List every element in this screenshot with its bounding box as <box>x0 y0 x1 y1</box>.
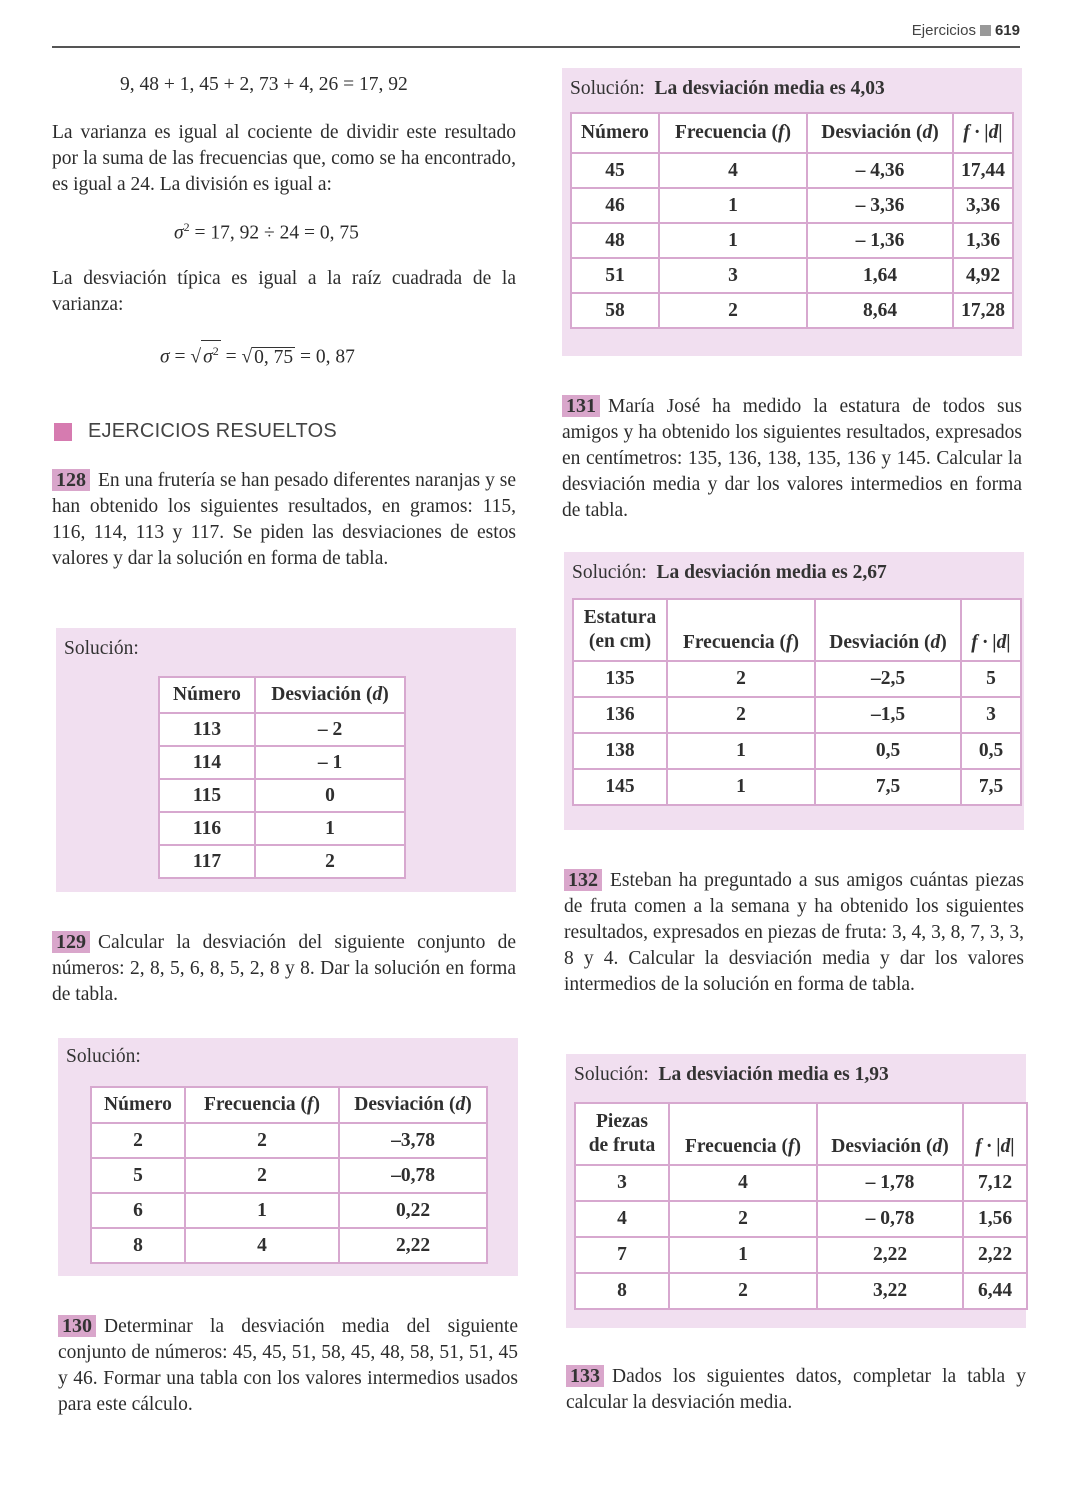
col-frecuencia <box>185 1087 339 1123</box>
cell: 4 <box>185 1228 339 1263</box>
cell: 2 <box>669 1273 817 1309</box>
cell: 1 <box>667 769 815 805</box>
table-row <box>573 697 1021 733</box>
cell: – 2 <box>255 713 405 746</box>
exercise-129-text: Calcular la desviación del siguiente conjunto de números: 2, 8, 5, 6, 8, 5, 2, 8 y 8. Dar la solución en forma de tabla. <box>52 932 516 1005</box>
cell: – 1,78 <box>817 1165 963 1201</box>
solution-label-130 <box>570 78 885 100</box>
cell: 1 <box>669 1237 817 1273</box>
table-row <box>91 1193 487 1228</box>
exercise-131 <box>562 394 1022 524</box>
cell: – 0,78 <box>817 1201 963 1237</box>
col-f-abs-d <box>961 599 1021 661</box>
col-f-abs-d <box>953 113 1013 153</box>
col-desviacion-symbol: d <box>930 632 941 653</box>
table-row <box>571 223 1013 258</box>
solution-label-129: Solución: <box>66 1046 141 1067</box>
col-frecuencia-close: ) <box>784 122 792 143</box>
cell: 1 <box>659 223 807 258</box>
cell: 2 <box>667 661 815 697</box>
table-row <box>573 661 1021 697</box>
cell: 17,44 <box>953 153 1013 188</box>
solution-label-131 <box>572 562 887 584</box>
header-rule <box>52 46 1020 48</box>
cell: 6 <box>91 1193 185 1228</box>
cell: 0 <box>255 779 405 812</box>
cell: 2,22 <box>339 1228 487 1263</box>
cell: 48 <box>571 223 659 258</box>
col-numero: Número <box>91 1087 185 1123</box>
col-frecuencia <box>659 113 807 153</box>
cell: 145 <box>573 769 667 805</box>
cell: 114 <box>159 746 255 779</box>
section-title: EJERCICIOS RESUELTOS <box>88 420 337 442</box>
cell: 1,36 <box>953 223 1013 258</box>
cell: 2,22 <box>817 1237 963 1273</box>
col-frecuencia-close: ) <box>792 632 800 653</box>
col-desviacion <box>339 1087 487 1123</box>
table-header-row <box>573 599 1021 661</box>
exercise-number-129: 129 <box>52 931 90 953</box>
exercise-number-128: 128 <box>52 469 90 491</box>
col-frecuencia-symbol: f <box>788 1136 795 1157</box>
col-frecuencia-symbol: f <box>786 632 793 653</box>
page-number: 619 <box>994 22 1020 39</box>
exercise-132-text: Esteban ha preguntado a sus amigos cuántas piezas de fruta comen a la semana y ha obtenido los siguientes resultados, expresados en piezas de fruta: 3, 4, 3, 8, 7, 3, 3, 8 y 4. Calcular la desviación media y dar los valores intermedios de la solución en forma de tabla. <box>564 870 1024 995</box>
cell: 115 <box>159 779 255 812</box>
table-row <box>571 188 1013 223</box>
cell: 138 <box>573 733 667 769</box>
equals-sign-1: = <box>174 346 186 368</box>
cell: 2 <box>669 1201 817 1237</box>
table-131 <box>572 598 1022 806</box>
col-f-abs-d-label: f · |d| <box>975 1136 1015 1157</box>
col-frecuencia <box>669 1103 817 1165</box>
paragraph-variance: La varianza es igual al cociente de dividir este resultado por la suma de las frecuencias que, como se ha encontrado, es igual a 24. La división es igual a: <box>52 122 516 195</box>
col-frecuencia-close: ) <box>313 1094 321 1115</box>
solution-result: La desviación media es 1,93 <box>658 1064 889 1085</box>
table-row <box>159 746 405 779</box>
table-row <box>159 845 405 878</box>
col-desviacion-close: ) <box>382 684 389 705</box>
section-square-icon <box>54 423 72 441</box>
cell: 4 <box>669 1165 817 1201</box>
exercise-131-text: María José ha medido la estatura de todos sus amigos y ha obtenido los siguientes resultados, expresados en centímetros: 135, 136, 138, 135, 136 y 145. Calcular la desviación media y dar los valores intermedios en forma de tabla. <box>562 396 1022 521</box>
col-desviacion-close: ) <box>465 1094 472 1115</box>
cell: 2 <box>667 697 815 733</box>
col-frecuencia <box>667 599 815 661</box>
table-row <box>91 1228 487 1263</box>
equation-sum: 9, 48 + 1, 45 + 2, 73 + 4, 26 = 17, 92 <box>120 74 408 95</box>
cell: 1,64 <box>807 258 953 293</box>
cell: 2 <box>659 293 807 328</box>
cell: 2,22 <box>963 1237 1027 1273</box>
cell: 3 <box>659 258 807 293</box>
col-piezas-line2: de fruta <box>588 1135 656 1156</box>
table-130 <box>570 112 1014 329</box>
equation-std-result: = 0, 87 <box>300 346 355 368</box>
exercise-number-130: 130 <box>58 1315 96 1337</box>
header-section-title: Ejercicios <box>911 22 976 39</box>
exercise-132 <box>564 868 1024 998</box>
cell: 8,64 <box>807 293 953 328</box>
cell: 1 <box>185 1193 339 1228</box>
col-desviacion-label: Desviación ( <box>271 684 373 705</box>
solution-label-128: Solución: <box>64 638 139 659</box>
cell: 1,56 <box>963 1201 1027 1237</box>
cell: 2 <box>185 1158 339 1193</box>
exercise-128 <box>52 468 516 572</box>
col-desviacion-label: Desviación ( <box>821 122 923 143</box>
cell: 5 <box>91 1158 185 1193</box>
col-f-abs-d-label: f · |d| <box>971 632 1011 653</box>
table-row <box>159 713 405 746</box>
col-desviacion-symbol: d <box>922 122 933 143</box>
solution-label-132 <box>574 1064 889 1086</box>
cell: – 1 <box>255 746 405 779</box>
exercise-129 <box>52 930 516 1008</box>
col-desviacion-symbol: d <box>932 1136 943 1157</box>
col-estatura-line2: (en cm) <box>588 631 652 652</box>
equation-std: σ = √ $\sigma^2$ = √ 0, 75 = 0, 87 <box>160 340 355 369</box>
solution-label-text: Solución: <box>570 78 645 99</box>
exercise-128-text: En una frutería se han pesado diferentes naranjas y se han obtenido los siguientes resultados, en gramos: 115, 116, 114, 113 y 117. Se piden las desviaciones de estos valores y dar la solución en forma de tabla. <box>52 470 516 569</box>
exercise-133-text: Dados los siguientes datos, completar la tabla y calcular la desviación media. <box>566 1366 1026 1413</box>
cell: 5 <box>961 661 1021 697</box>
cell: 113 <box>159 713 255 746</box>
cell: 3 <box>961 697 1021 733</box>
cell: 116 <box>159 812 255 845</box>
cell: 135 <box>573 661 667 697</box>
col-f-abs-d <box>963 1103 1027 1165</box>
cell: 4 <box>659 153 807 188</box>
equals-sign-2: = <box>225 346 237 368</box>
col-desviacion <box>817 1103 963 1165</box>
table-row <box>575 1237 1027 1273</box>
table-row <box>159 779 405 812</box>
cell: – 1,36 <box>807 223 953 258</box>
table-row <box>575 1273 1027 1309</box>
col-desviacion <box>255 677 405 713</box>
exercise-130 <box>58 1314 518 1418</box>
table-128 <box>158 676 406 879</box>
col-desviacion-label: Desviación ( <box>354 1094 456 1115</box>
running-header <box>912 22 1020 39</box>
cell: –3,78 <box>339 1123 487 1158</box>
table-header-row <box>159 677 405 713</box>
cell: 0,5 <box>961 733 1021 769</box>
cell: 3,22 <box>817 1273 963 1309</box>
table-header-row <box>91 1087 487 1123</box>
table-row <box>573 769 1021 805</box>
col-frecuencia-label: Frecuencia ( <box>684 1136 789 1157</box>
paragraph-std: La desviación típica es igual a la raíz cuadrada de la varianza: <box>52 268 516 315</box>
cell: 46 <box>571 188 659 223</box>
col-frecuencia-close: ) <box>794 1136 802 1157</box>
cell: –2,5 <box>815 661 961 697</box>
solution-result: La desviación media es 2,67 <box>656 562 887 583</box>
col-desviacion <box>807 113 953 153</box>
col-frecuencia-symbol: f <box>307 1094 314 1115</box>
table-row <box>571 258 1013 293</box>
cell: 4,92 <box>953 258 1013 293</box>
cell: 7 <box>575 1237 669 1273</box>
cell: 45 <box>571 153 659 188</box>
col-frecuencia-label: Frecuencia ( <box>674 122 779 143</box>
cell: – 3,36 <box>807 188 953 223</box>
exercise-number-133: 133 <box>566 1365 604 1387</box>
col-desviacion-symbol: d <box>455 1094 466 1115</box>
cell: 0,5 <box>815 733 961 769</box>
table-132 <box>574 1102 1028 1310</box>
table-row <box>159 812 405 845</box>
table-row <box>91 1123 487 1158</box>
col-numero: Número <box>571 113 659 153</box>
table-129 <box>90 1086 488 1264</box>
cell: 1 <box>255 812 405 845</box>
col-f-abs-d-label: f · |d| <box>963 122 1003 143</box>
col-desviacion <box>815 599 961 661</box>
col-desviacion-label: Desviación ( <box>829 632 931 653</box>
cell: 7,12 <box>963 1165 1027 1201</box>
cell: 117 <box>159 845 255 878</box>
cell: 3 <box>575 1165 669 1201</box>
equation-variance-rhs: = 17, 92 ÷ 24 = 0, 75 <box>194 222 359 244</box>
solution-result: La desviación media es 4,03 <box>654 78 885 99</box>
table-row <box>91 1158 487 1193</box>
cell: 136 <box>573 697 667 733</box>
col-piezas-line1: Piezas <box>596 1111 648 1132</box>
col-piezas <box>575 1103 669 1165</box>
table-row <box>573 733 1021 769</box>
col-estatura <box>573 599 667 661</box>
cell: 3,36 <box>953 188 1013 223</box>
exercise-130-text: Determinar la desviación media del siguiente conjunto de números: 45, 45, 51, 58, 45, 48, 58, 51, 51, 45 y 46. Formar una tabla con los valores intermedios usados para este cálculo. <box>58 1316 518 1415</box>
cell: 8 <box>575 1273 669 1309</box>
exercise-number-132: 132 <box>564 869 602 891</box>
col-frecuencia-symbol: f <box>778 122 785 143</box>
col-frecuencia-label: Frecuencia ( <box>682 632 787 653</box>
col-numero: Número <box>159 677 255 713</box>
col-frecuencia-label: Frecuencia ( <box>203 1094 308 1115</box>
table-row <box>571 293 1013 328</box>
cell: 51 <box>571 258 659 293</box>
exercise-133 <box>566 1364 1026 1416</box>
solution-label-text: Solución: <box>572 562 647 583</box>
cell: 0,22 <box>339 1193 487 1228</box>
equation-variance: $\sigma^2 = 17$, 92 ÷ 24 = 0, 75 <box>174 220 359 244</box>
cell: 58 <box>571 293 659 328</box>
table-header-row <box>575 1103 1027 1165</box>
table-row <box>571 153 1013 188</box>
cell: 8 <box>91 1228 185 1263</box>
table-row <box>575 1165 1027 1201</box>
col-desviacion-symbol: d <box>372 684 383 705</box>
cell: 4 <box>575 1201 669 1237</box>
cell: 6,44 <box>963 1273 1027 1309</box>
cell: 17,28 <box>953 293 1013 328</box>
col-desviacion-close: ) <box>932 122 939 143</box>
header-square-icon <box>980 25 991 36</box>
table-row <box>575 1201 1027 1237</box>
table-header-row <box>571 113 1013 153</box>
col-estatura-line1: Estatura <box>583 607 657 628</box>
cell: 7,5 <box>961 769 1021 805</box>
col-desviacion-close: ) <box>940 632 947 653</box>
cell: 1 <box>667 733 815 769</box>
cell: 2 <box>255 845 405 878</box>
cell: 1 <box>659 188 807 223</box>
cell: 2 <box>91 1123 185 1158</box>
cell: –0,78 <box>339 1158 487 1193</box>
exercise-number-131: 131 <box>562 395 600 417</box>
col-desviacion-label: Desviación ( <box>831 1136 933 1157</box>
sqrt-argument: 0, 75 <box>254 346 294 368</box>
cell: 7,5 <box>815 769 961 805</box>
cell: –1,5 <box>815 697 961 733</box>
solution-label-text: Solución: <box>574 1064 649 1085</box>
col-desviacion-close: ) <box>942 1136 949 1157</box>
cell: 2 <box>185 1123 339 1158</box>
cell: – 4,36 <box>807 153 953 188</box>
